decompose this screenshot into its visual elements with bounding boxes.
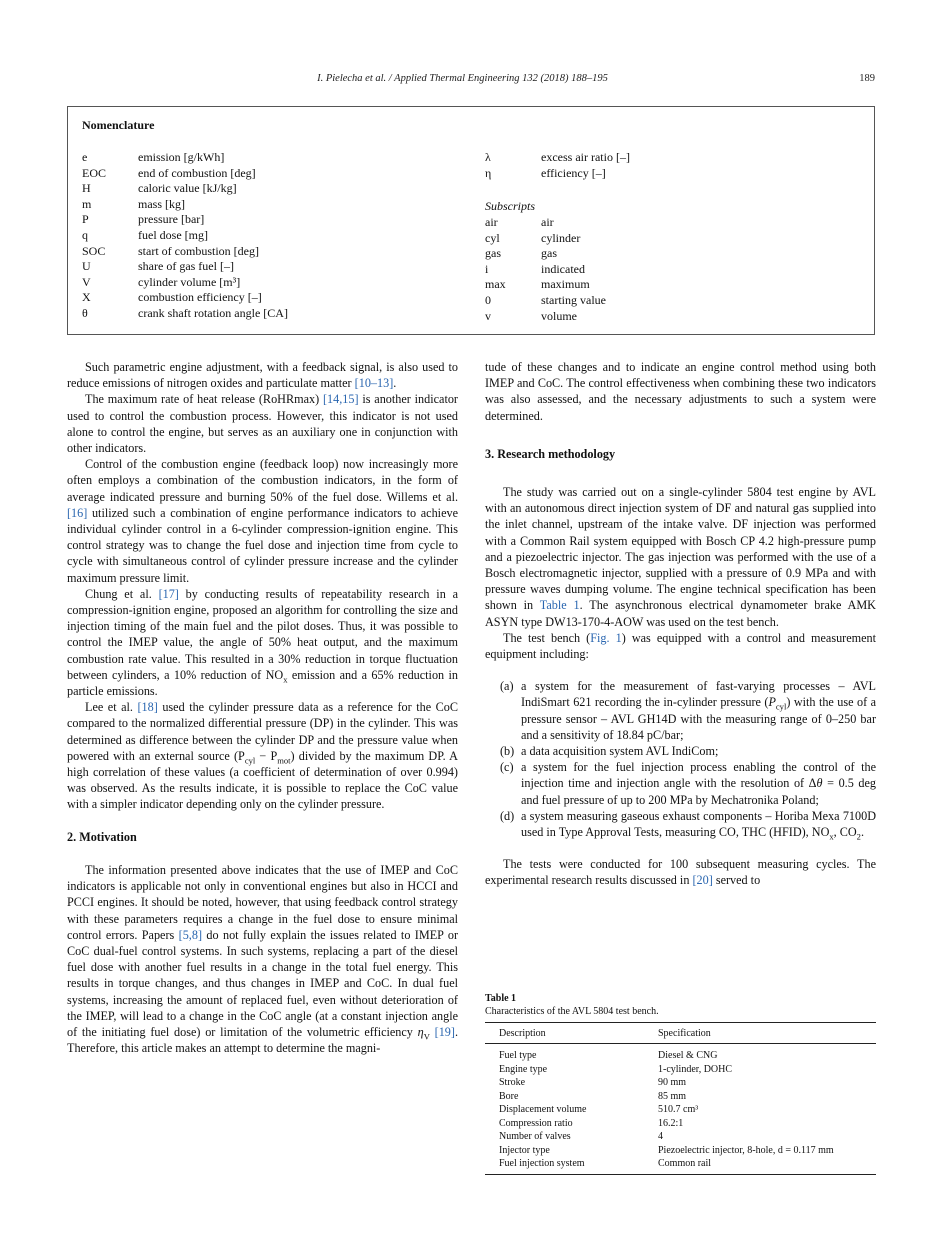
table-label: Table 1	[485, 993, 517, 1004]
subscript-entry: max maximum	[485, 277, 590, 292]
nomenclature-entry: EOC end of combustion [deg]	[82, 165, 256, 180]
table-row	[485, 1103, 876, 1117]
table-cell: Injector type	[499, 1144, 550, 1156]
table-cell: 4	[658, 1131, 663, 1142]
paragraph: Such parametric engine adjustment, with a feedback signal, is also used to reduce emissions of nitrogen oxides and particulate matter [10–13].	[67, 360, 458, 391]
paragraph: Control of the combustion engine (feedback loop) now increasingly more often employs a combination of the combustion indicators, in the form of average indicated pressure and burning 50% of the fuel dose. Willems et al. [16] utilized such a combination of engine performance indicators to achieve individual cylinder control in a 6-cylinder compression-ignition engine. This control strategy was to change the fuel dose and injection time from cycle to cycle with simultaneous control of cylinder pressure increase and the cylinder maximum pressure limit.	[67, 457, 458, 585]
right-column	[485, 359, 876, 889]
column-header: Specification	[644, 1023, 876, 1044]
table-cell: 1-cylinder, DOHC	[658, 1063, 733, 1075]
equipment-list	[485, 678, 876, 840]
page-number: 189	[859, 73, 875, 84]
table-cell: Stroke	[499, 1077, 526, 1088]
table-cell: Diesel & CNG	[658, 1050, 718, 1061]
citation-link[interactable]: [17]	[158, 586, 179, 601]
citation-link[interactable]: [18]	[137, 700, 158, 715]
nomenclature-entry: q fuel dose [mg]	[82, 228, 208, 242]
nomenclature-entry: X combustion efficiency [–]	[82, 290, 262, 305]
column-header: Description	[485, 1023, 644, 1044]
nomenclature-entry: SOC start of combustion [deg]	[82, 243, 259, 258]
subscripts-heading: Subscripts	[485, 199, 536, 213]
table-cell: Fuel injection system	[485, 1157, 644, 1174]
nomenclature-title: Nomenclature	[82, 118, 155, 132]
paragraph: Chung et al. [17] by conducting results of repeatability research in a compression-ignition engine, proposed an algorithm for controlling the size and injection timing of the main fuel and the pilot doses. Thus, it was possible to control the IMEP value, the angle of 50% heat output, and the maximum combustion rate value. This resulted in a 30% reduction in torque fluctuation between cylinders, a 10% reduction of $NO_x$ emission and a 65% reduction in particle emissions.	[67, 586, 458, 699]
table-row	[485, 1090, 876, 1104]
table-cell: 16.2:1	[658, 1117, 684, 1129]
table-caption: Characteristics of the AVL 5804 test bench.	[485, 1006, 659, 1017]
paragraph: Lee et al. [18] used the cylinder pressure data as a reference for the CoC compared to the normalized differential pressure (DP) in the cylinder. This was determined as difference between the cylinder DP and the pressure value when powered with an external source $(P_{cyl} - P_{mot})$ divided by the maximum DP. A high correlation of these values (a coefficient of determination of over 0.994) was observed. As the results indicate, it is possible to replace the CoC value with a simpler indicator depending only on the cylinder pressure.	[67, 700, 458, 812]
table-cell: 510.7 cm³	[658, 1104, 699, 1115]
subscript-entry: v volume	[485, 308, 577, 323]
table-cell: Piezoelectric injector, 8-hole, d = 0.117 mm	[658, 1144, 834, 1156]
table-header-row	[485, 1023, 876, 1044]
section-heading: 3. Research methodology	[485, 446, 616, 461]
citation-link[interactable]: [14,15]	[322, 392, 359, 407]
subscript-entry: gas gas	[485, 246, 557, 261]
nomenclature-entry: m mass [kg]	[82, 196, 185, 211]
table-cell: Common rail	[644, 1157, 876, 1174]
paragraph: The information presented above indicates that the use of IMEP and CoC indicators is applicable not only in conventional engines but also in HCCI and PCCI engines. It should be noted, however, that using feedback control strategy with these parameters requires a change in the fuel dose to ensure minimal control errors. Papers [5,8] do not fully explain the issues related to IMEP or CoC dual-fuel control systems. In such systems, replacing a part of the diesel fuel dose with another fuel results in a change in the total fuel energy. This results in torque changes, and thus changes in IMEP and CoC. In dual fuel systems, increasing the amount of replaced fuel, even without deterioration of the IMEP, will lead to a change in the CoC angle (at a constant injection angle of the initiating fuel dose) or limitation of the volumetric efficiency $\eta_V$ [19]. Therefore, this article makes an attempt to determine the magni-	[67, 862, 459, 1056]
table-cell: Engine type	[499, 1063, 548, 1075]
table-row	[485, 1130, 876, 1144]
specification-table	[485, 1022, 876, 1175]
nomenclature-entry: U share of gas fuel [–]	[82, 259, 234, 274]
list-item: (d) a system measuring gaseous exhaust components – Horiba Mexa 7100D used in Type Approval Tests, measuring CO, THC (HFID), $NO_x$, $CO_2$.	[500, 808, 876, 842]
list-item: (a) a system for the measurement of fast-varying processes – AVL IndiSmart 621 recording the in-cylinder pressure $(P_{cyl})$ with the use of a pressure sensor – AVL GH14D with the measuring range of 0–250 bar and a sensitivity of 18.84 pC/bar;	[500, 679, 876, 742]
table-cell: 85 mm	[658, 1090, 687, 1102]
paragraph: The maximum rate of heat release (RoHRmax) [14,15] is another indicator used to control the combustion process. However, this indicator is not used alone to control the engine, but serves as an auxiliary one in conjunction with other indicators.	[67, 392, 458, 456]
subscript-entry: i indicated	[485, 261, 585, 276]
citation-link[interactable]: [5,8]	[178, 927, 203, 942]
table-row	[485, 1063, 876, 1077]
table-cell: Fuel type	[499, 1050, 537, 1061]
table-row	[485, 1157, 876, 1174]
table-row	[485, 1076, 876, 1090]
nomenclature-entry: θ crank shaft rotation angle [CA]	[82, 306, 288, 320]
running-head: I. Pielecha et al. / Applied Thermal Engineering 132 (2018) 188–195	[317, 73, 608, 84]
figure-link[interactable]: Fig. 1	[590, 630, 622, 645]
paragraph: tude of these changes and to indicate an engine control method using both IMEP and CoC. The control effectiveness when combining these two indicators was also assessed, and the necessary adjustments to such a system were determined.	[485, 360, 876, 423]
subscript-entry: air air	[485, 215, 554, 229]
table-cell: Displacement volume	[499, 1104, 587, 1115]
table-cell: Number of valves	[499, 1131, 571, 1142]
nomenclature-entry: P pressure [bar]	[82, 212, 205, 227]
paragraph: The study was carried out on a single-cylinder 5804 test engine by AVL with an autonomous direct injection system of DF and natural gas supplied into the inlet channel, upstream of the intake valve. DF injection was performed with a Common Rail system equipped with Bosch CP 4.2 high-pressure pump and a piezoelectric injector. The gas injection was performed with the use of a Bosch electromagnetic injector, supplied with a pressure of 0.9 MPa and with pressure waves dumping volume. The engine technical specification has been shown in Table 1. The asynchronous electrical dynamometer brake AMK ASYN type DW13-170-4-AOW was used on the test bench.	[485, 485, 876, 629]
list-item: (b) a data acquisition system AVL IndiCom;	[500, 744, 719, 759]
citation-link[interactable]: [20]	[692, 873, 713, 888]
table-cell: Compression ratio	[499, 1117, 573, 1129]
nomenclature-entry: H caloric value [kJ/kg]	[82, 181, 237, 196]
nomenclature-entry: V cylinder volume [m³]	[82, 274, 241, 289]
citation-link[interactable]: [16]	[67, 505, 88, 520]
paragraph: The test bench (Fig. 1) was equipped with a control and measurement equipment including:	[485, 630, 877, 662]
table-row	[485, 1144, 876, 1158]
table-cell: Bore	[499, 1090, 519, 1102]
citation-link[interactable]: [10–13]	[354, 376, 394, 391]
table-link[interactable]: Table 1	[539, 598, 580, 613]
nomenclature-entry: λ excess air ratio [–]	[485, 150, 630, 164]
left-column	[67, 359, 458, 1056]
table-cell: 90 mm	[658, 1077, 687, 1088]
table-row	[485, 1117, 876, 1131]
paragraph: The tests were conducted for 100 subsequent measuring cycles. The experimental research results discussed in [20] served to	[485, 857, 876, 888]
list-item: (c) a system for the fuel injection process enabling the control of the injection time and injection angle with the resolution of Δθ = 0.5 deg and fuel pressure of up to 200 MPa by Mechatronika Poland;	[500, 760, 876, 807]
citation-link[interactable]: [19]	[434, 1024, 455, 1039]
subscript-entry: 0 starting value	[485, 293, 606, 307]
section-heading: 2. Motivation	[67, 829, 137, 844]
nomenclature-entry: η efficiency [–]	[485, 165, 606, 180]
table-row	[485, 1044, 876, 1063]
nomenclature-entry: e emission [g/kWh]	[82, 150, 225, 164]
subscript-entry: cyl cylinder	[485, 230, 581, 245]
